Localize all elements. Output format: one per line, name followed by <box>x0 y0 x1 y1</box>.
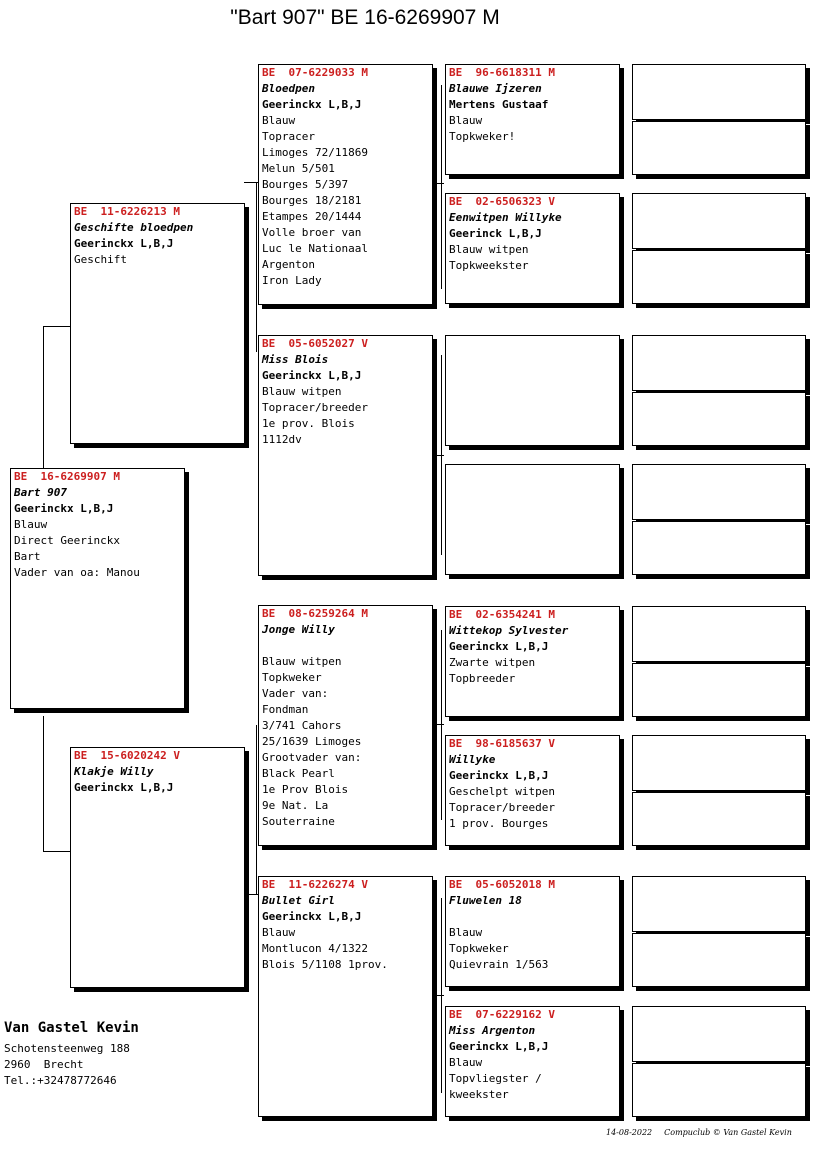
pigeon-detail: Blauw witpen <box>262 655 342 668</box>
pigeon-detail: Black Pearl <box>262 767 335 780</box>
pigeon-detail: Geerinckx L,B,J <box>449 640 549 653</box>
pedigree-card-subject <box>10 468 185 709</box>
pedigree-card-ds-dam <box>445 735 620 846</box>
pedigree-card-dam <box>70 747 245 988</box>
pigeon-detail: Geerinckx L,B,J <box>262 910 362 923</box>
pigeon-detail: 1e prov. Blois <box>262 417 355 430</box>
connector-line <box>432 724 444 725</box>
pedigree-card-empty <box>632 250 806 304</box>
pigeon-detail: 9e Nat. La <box>262 799 329 812</box>
ring-number: BE 02-6354241 M <box>449 608 555 621</box>
pedigree-card-empty <box>632 663 806 717</box>
pigeon-detail: Fondman <box>262 703 309 716</box>
pigeon-info <box>446 752 619 832</box>
pigeon-detail: Geerinckx L,B,J <box>449 769 549 782</box>
footer-date: 14-08-2022 <box>606 1128 653 1137</box>
pigeon-detail: Topracer <box>262 130 315 143</box>
pigeon-info <box>259 893 432 973</box>
pigeon-detail: Direct Geerinckx <box>14 534 120 547</box>
pedigree-card-empty <box>632 64 806 120</box>
pedigree-card-empty <box>632 1006 806 1062</box>
pigeon-name: Bloedpen <box>262 82 315 95</box>
connector-line <box>441 898 442 1093</box>
pigeon-info <box>259 81 432 289</box>
pigeon-name: Wittekop Sylvester <box>449 624 569 637</box>
owner-city: 2960 Brecht <box>4 1058 84 1071</box>
pedigree-card-empty <box>632 335 806 391</box>
pedigree-card-empty <box>632 193 806 249</box>
pedigree-card-ds-sire <box>445 606 620 717</box>
pigeon-detail: Topbreeder <box>449 672 516 685</box>
ring-number: BE 05-6052018 M <box>449 878 555 891</box>
pedigree-card-empty <box>632 735 806 791</box>
pedigree-card-dd-sire <box>445 876 620 987</box>
pigeon-detail: Luc le Nationaal <box>262 242 368 255</box>
pigeon-detail: Geschift <box>74 253 127 266</box>
pigeon-name: Fluwelen 18 <box>449 894 522 907</box>
pigeon-detail: Blauw <box>262 926 296 939</box>
pigeon-info <box>446 623 619 687</box>
pigeon-detail: Topracer/breeder <box>449 801 555 814</box>
pigeon-name: Geschifte bloedpen <box>74 221 194 234</box>
pigeon-detail: 1 prov. Bourges <box>449 817 549 830</box>
pigeon-detail: Quievrain 1/563 <box>449 958 549 971</box>
pigeon-detail: 1112dv <box>262 433 302 446</box>
owner-block <box>4 1019 139 1089</box>
pigeon-detail: Blauw <box>14 518 48 531</box>
connector-line <box>441 630 442 820</box>
pigeon-name: Eenwitpen Willyke <box>449 211 562 224</box>
pigeon-detail: Blois 5/1108 1prov. <box>262 958 388 971</box>
pedigree-card-empty <box>632 1063 806 1117</box>
pigeon-info <box>71 764 244 796</box>
pedigree-card-ss-dam <box>445 193 620 304</box>
pedigree-card-dam-sire <box>258 605 433 846</box>
pigeon-detail: Vader van oa: Manou <box>14 566 140 579</box>
pigeon-detail: Blauw <box>449 114 483 127</box>
pedigree-card-empty <box>632 121 806 175</box>
owner-name: Van Gastel Kevin <box>4 1020 139 1036</box>
pigeon-detail: Bourges 5/397 <box>262 178 349 191</box>
pigeon-detail: Geerinckx L,B,J <box>74 781 174 794</box>
pigeon-detail: Bart <box>14 550 41 563</box>
pedigree-card-empty <box>632 521 806 575</box>
pigeon-detail <box>262 638 432 654</box>
pigeon-detail: Blauw witpen <box>449 243 529 256</box>
pigeon-detail: Montlucon 4/1322 <box>262 942 368 955</box>
pigeon-detail: Melun 5/501 <box>262 162 335 175</box>
pigeon-detail: Zwarte witpen <box>449 656 536 669</box>
connector-line <box>43 851 71 852</box>
pigeon-info <box>71 220 244 268</box>
pigeon-detail: Topkweekster <box>449 259 529 272</box>
ring-number: BE 07-6229033 M <box>262 66 368 79</box>
pigeon-info <box>446 81 619 145</box>
connector-line <box>441 355 442 555</box>
pigeon-detail: Geerinckx L,B,J <box>262 369 362 382</box>
pigeon-info <box>259 352 432 448</box>
pigeon-detail: Geerinckx L,B,J <box>262 98 362 111</box>
pigeon-detail: Blauw <box>449 1056 483 1069</box>
pigeon-detail: Etampes 20/1444 <box>262 210 362 223</box>
connector-line <box>43 326 71 327</box>
pigeon-detail: Topkweker <box>262 671 322 684</box>
pigeon-detail: Argenton <box>262 258 315 271</box>
ring-number: BE 11-6226274 V <box>262 878 368 891</box>
connector-line <box>256 182 257 352</box>
ring-number: BE 05-6052027 V <box>262 337 368 350</box>
pigeon-detail: Geerinckx L,B,J <box>14 502 114 515</box>
pedigree-card-empty <box>632 876 806 932</box>
pigeon-detail: 3/741 Cahors <box>262 719 342 732</box>
pigeon-detail: Geschelpt witpen <box>449 785 555 798</box>
pigeon-detail: Grootvader van: <box>262 751 362 764</box>
pedigree-card-sd-sire <box>445 335 620 446</box>
pigeon-info <box>446 893 619 973</box>
page-title: "Bart 907" BE 16-6269907 M <box>230 6 500 29</box>
pigeon-detail: Iron Lady <box>262 274 322 287</box>
pedigree-card-dam-dam <box>258 876 433 1117</box>
pigeon-detail: Souterraine <box>262 815 335 828</box>
pigeon-info <box>446 210 619 274</box>
ring-number: BE 98-6185637 V <box>449 737 555 750</box>
footer-credit: Compuclub © Van Gastel Kevin <box>664 1128 792 1137</box>
pedigree-card-sire-sire <box>258 64 433 305</box>
pedigree-card-sd-dam <box>445 464 620 575</box>
pigeon-detail: Vader van: <box>262 687 329 700</box>
owner-street: Schotensteenweg 188 <box>4 1042 130 1055</box>
pigeon-detail: Geerinck L,B,J <box>449 227 542 240</box>
ring-number: BE 16-6269907 M <box>14 470 120 483</box>
ring-number: BE 15-6020242 V <box>74 749 180 762</box>
connector-line <box>432 455 444 456</box>
pedigree-card-empty <box>632 933 806 987</box>
ring-number: BE 96-6618311 M <box>449 66 555 79</box>
pigeon-name: Jonge Willy <box>262 623 335 636</box>
footer <box>606 1128 804 1137</box>
pigeon-detail: Topracer/breeder <box>262 401 368 414</box>
pigeon-detail: Topvliegster / <box>449 1072 542 1085</box>
pigeon-name: Klakje Willy <box>74 765 154 778</box>
connector-line <box>244 894 258 895</box>
pigeon-detail: Geerinckx L,B,J <box>449 1040 549 1053</box>
pigeon-detail: Blauw witpen <box>262 385 342 398</box>
pigeon-detail: Blauw <box>449 926 483 939</box>
connector-line <box>43 716 44 851</box>
pigeon-detail: Geerinckx L,B,J <box>74 237 174 250</box>
pigeon-detail: Volle broer van <box>262 226 362 239</box>
pigeon-name: Miss Blois <box>262 353 329 366</box>
pedigree-card-sire-dam <box>258 335 433 576</box>
pigeon-name: Bullet Girl <box>262 894 335 907</box>
pigeon-info <box>259 622 432 830</box>
pigeon-detail: Limoges 72/11869 <box>262 146 368 159</box>
pigeon-detail: Topkweker <box>449 942 509 955</box>
pigeon-name: Blauwe Ijzeren <box>449 82 542 95</box>
connector-line <box>432 995 444 996</box>
ring-number: BE 07-6229162 V <box>449 1008 555 1021</box>
pigeon-name: Bart 907 <box>14 486 67 499</box>
connector-line <box>432 183 444 184</box>
ring-number: BE 08-6259264 M <box>262 607 368 620</box>
owner-phone: Tel.:+32478772646 <box>4 1074 117 1087</box>
pigeon-detail: Blauw <box>262 114 296 127</box>
connector-line <box>43 326 44 468</box>
pigeon-detail <box>449 909 619 925</box>
pigeon-detail: kweekster <box>449 1088 509 1101</box>
pigeon-name: Willyke <box>449 753 496 766</box>
pedigree-card-ss-sire <box>445 64 620 175</box>
pigeon-detail: Bourges 18/2181 <box>262 194 362 207</box>
connector-line <box>441 85 442 289</box>
pigeon-detail: 25/1639 Limoges <box>262 735 362 748</box>
pigeon-info <box>11 485 184 581</box>
pedigree-card-empty <box>632 606 806 662</box>
pedigree-card-empty <box>632 792 806 846</box>
pedigree-card-dd-dam <box>445 1006 620 1117</box>
pigeon-detail: Mertens Gustaaf <box>449 98 549 111</box>
connector-line <box>256 725 257 895</box>
ring-number: BE 11-6226213 M <box>74 205 180 218</box>
pigeon-name: Miss Argenton <box>449 1024 536 1037</box>
pedigree-card-empty <box>632 392 806 446</box>
ring-number: BE 02-6506323 V <box>449 195 555 208</box>
pedigree-card-sire <box>70 203 245 444</box>
pigeon-info <box>446 1023 619 1103</box>
pedigree-card-empty <box>632 464 806 520</box>
pigeon-detail: 1e Prov Blois <box>262 783 349 796</box>
pigeon-detail: Topkweker! <box>449 130 516 143</box>
